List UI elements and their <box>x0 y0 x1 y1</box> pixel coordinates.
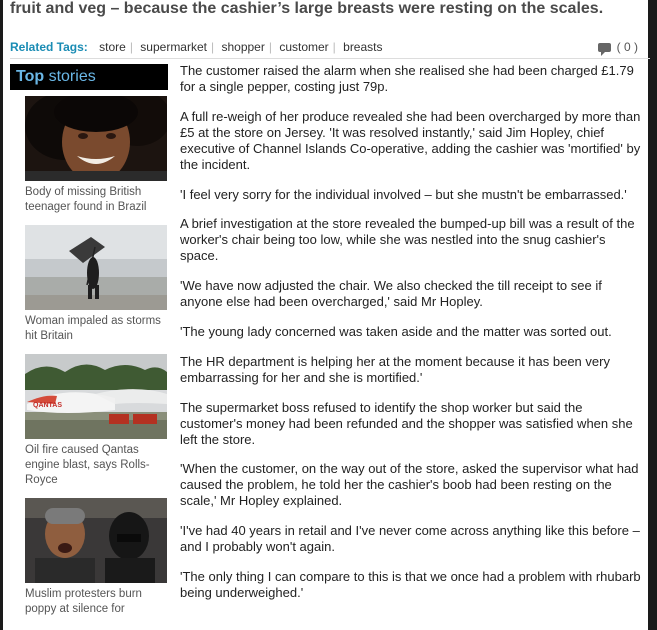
story-caption[interactable]: Muslim protesters burn poppy at silence for <box>25 588 142 615</box>
article-paragraph: 'I feel very sorry for the individual involved – but she mustn't be embarrassed.' <box>180 186 627 202</box>
qantas-logo-text: QANTAS <box>33 402 63 409</box>
article-paragraph: 'I've had 40 years in retail and I've never come across anything like this before – and I probably won't again. <box>180 523 640 555</box>
story-thumbnail-storm[interactable] <box>25 225 167 310</box>
article-paragraph: 'We have now adjusted the chair. We also checked the till receipt to see if anyone else had been overcharged,' said Mr Hopley. <box>180 278 602 310</box>
article-headline: fruit and veg – because the cashier’s large breasts were resting on the scales. <box>10 0 604 17</box>
article-paragraph: A full re-weigh of her produce revealed she had been overcharged by more than £5 at the store on Jersey. 'It was resolved instantly,' said Jim Hopley, chief executive of Channel Islands Co-operative, adding the cashier was 'mortified' by the incident. <box>180 108 641 172</box>
window-frame-right <box>648 0 657 630</box>
article-paragraph: 'When the customer, on the way out of the store, asked the supervisor what had caused the problem, he told her the cashier's boob had been resting on the scale,' Mr Hopley explained. <box>180 461 639 509</box>
tag-separator: | <box>129 40 133 54</box>
story-item[interactable] <box>25 498 168 617</box>
story-item[interactable] <box>25 225 168 344</box>
tags-divider <box>10 58 650 59</box>
article-paragraph: The supermarket boss refused to identify the shop worker but said the customer's money had been refunded and the shopper was satisfied when she left the store. <box>180 399 633 447</box>
tag-link-shopper[interactable]: shopper <box>221 40 265 54</box>
story-thumbnail-protesters[interactable] <box>25 498 167 583</box>
tag-link-supermarket[interactable]: supermarket <box>140 40 207 54</box>
tag-link-customer[interactable]: customer <box>279 40 329 54</box>
story-caption[interactable]: Woman impaled as storms hit Britain <box>25 315 161 342</box>
article-body <box>180 63 646 615</box>
article-paragraph: 'The young lady concerned was taken aside and the matter was sorted out. <box>180 323 612 339</box>
tag-link-store[interactable]: store <box>99 40 126 54</box>
story-item[interactable] <box>25 354 168 488</box>
tag-link-breasts[interactable]: breasts <box>343 40 383 54</box>
story-thumbnail-qantas[interactable] <box>25 354 167 439</box>
story-item[interactable] <box>25 96 168 215</box>
top-stories-header-bold: Top <box>16 68 45 85</box>
article-paragraph: The HR department is helping her at the moment because it has been very embarrassing for her and she is mortified.' <box>180 353 610 385</box>
top-stories-header <box>10 64 168 90</box>
window-frame-left <box>0 0 3 630</box>
story-caption[interactable]: Body of missing British teenager found in Brazil <box>25 186 147 213</box>
article-paragraph: 'The only thing I can compare to this is that we once had a problem with rhubarb being underweighed.' <box>180 568 641 600</box>
related-tags-bar <box>10 38 650 56</box>
tag-separator: | <box>332 40 336 54</box>
comments-count: ( 0 ) <box>616 40 638 54</box>
speech-bubble-icon <box>598 43 611 52</box>
article-paragraph: The customer raised the alarm when she realised she had been charged £1.79 for a single pepper, costing just 79p. <box>180 63 634 94</box>
tag-separator: | <box>268 40 272 54</box>
comments-link[interactable] <box>598 38 638 56</box>
story-caption[interactable]: Oil fire caused Qantas engine blast, says Rolls-Royce <box>25 444 150 486</box>
tag-separator: | <box>211 40 215 54</box>
top-stories-sidebar <box>10 64 168 627</box>
top-stories-header-rest: stories <box>44 68 96 85</box>
related-tags-label: Related Tags: <box>10 40 88 54</box>
article-paragraph: A brief investigation at the store revealed the bumped-up bill was a result of the worker's chair being too low, while she was nestled into the snug cashier's space. <box>180 216 635 264</box>
story-thumbnail-portrait[interactable] <box>25 96 167 181</box>
